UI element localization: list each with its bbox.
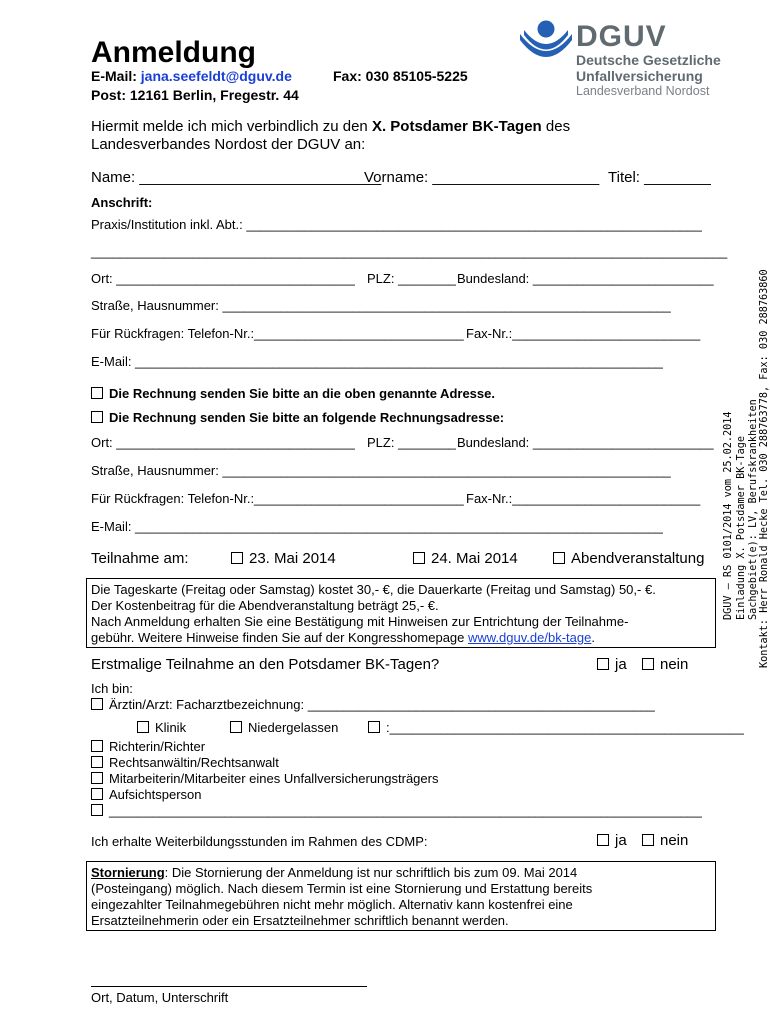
cancellation-line-3: eingezahlter Teilnahmegebühren nicht mehr möglich. Alternativ kann kostenfrei eine xyxy=(91,897,573,912)
doctor-other-label: :_________________________________________________ xyxy=(386,720,744,735)
free-entry-line: __________________________________________________________________________________ xyxy=(109,803,702,818)
address-blank-line[interactable]: ________________________________________________________________________________________ xyxy=(91,244,728,259)
cdmp-question: Ich erhalte Weiterbildungsstunden im Rahmen des CDMP: xyxy=(91,834,428,849)
checkbox-icon[interactable] xyxy=(91,387,103,399)
intro-text-end: des xyxy=(541,118,571,135)
congress-homepage-link[interactable]: www.dguv.de/bk-tage xyxy=(468,630,592,645)
ort-field[interactable]: Ort: _________________________________ xyxy=(91,271,355,286)
logo-line-3: Landesverband Nordost xyxy=(576,84,710,98)
yes-label: ja xyxy=(615,656,627,673)
contact-post: Post: 12161 Berlin, Fregestr. 44 xyxy=(91,87,299,103)
profession-intro: Ich bin: xyxy=(91,681,133,696)
profession-free[interactable] xyxy=(91,803,702,818)
fees-line-4-text: gebühr. Weitere Hinweise finden Sie auf der Kongresshomepage xyxy=(91,630,468,645)
invoice-ort-field[interactable]: Ort: _________________________________ xyxy=(91,435,355,450)
invoice-telefon-field[interactable]: Für Rückfragen: Telefon-Nr.:_____________________________ xyxy=(91,491,464,506)
checkbox-icon[interactable] xyxy=(91,804,103,816)
profession-judge[interactable] xyxy=(91,739,205,754)
cancellation-line-1 xyxy=(91,865,577,880)
fees-line-4 xyxy=(91,630,595,645)
checkbox-icon[interactable] xyxy=(91,788,103,800)
event-name: X. Potsdamer BK-Tagen xyxy=(371,118,542,135)
doctor-other[interactable] xyxy=(368,720,744,735)
contact-fax: Fax: 030 85105-5225 xyxy=(333,68,468,84)
doctor-label: Ärztin/Arzt: Facharztbezeichnung: ________________________________________________ xyxy=(109,697,655,712)
lawyer-label: Rechtsanwältin/Rechtsanwalt xyxy=(109,755,279,770)
invoice-fax-field[interactable]: Fax-Nr.:__________________________ xyxy=(466,491,701,506)
cancellation-label: Stornierung xyxy=(91,865,165,880)
checkbox-icon[interactable] xyxy=(368,721,380,733)
email-label: E-Mail: xyxy=(91,68,137,84)
profession-insurer[interactable] xyxy=(91,771,438,786)
bundesland-field[interactable]: Bundesland: _________________________ xyxy=(457,271,714,286)
first-time-yes[interactable] xyxy=(597,656,627,673)
vorname-field[interactable]: Vorname: ____________________ xyxy=(364,169,600,186)
cdmp-no[interactable] xyxy=(642,832,688,849)
checkbox-icon[interactable] xyxy=(413,552,425,564)
checkbox-icon[interactable] xyxy=(642,658,654,670)
fees-line-1: Die Tageskarte (Freitag oder Samstag) kostet 30,- €, die Dauerkarte (Freitag und Samstag) 50,- €. xyxy=(91,582,656,597)
klinik-label: Klinik xyxy=(155,720,187,735)
side-line-2: Einladung X. Potsdamer BK-Tage xyxy=(735,435,747,620)
niedergelassen-label: Niedergelassen xyxy=(248,720,339,735)
dguv-emblem-icon xyxy=(518,18,574,62)
logo-line-1: Deutsche Gesetzliche xyxy=(576,52,721,68)
profession-doctor[interactable] xyxy=(91,697,655,712)
checkbox-icon[interactable] xyxy=(642,834,654,846)
profession-supervisor[interactable] xyxy=(91,787,202,802)
side-line-3: Sachgebiet(e): LV, Berufskrankheiten xyxy=(748,399,759,620)
logo-brand: DGUV xyxy=(576,20,667,53)
side-text-block xyxy=(723,399,761,620)
name-field[interactable]: Name: _____________________________ xyxy=(91,169,382,186)
judge-label: Richterin/Richter xyxy=(109,739,206,754)
contact-email[interactable]: jana.seefeldt@dguv.de xyxy=(140,68,292,84)
checkbox-icon[interactable] xyxy=(91,411,103,423)
signature-line[interactable] xyxy=(91,986,367,987)
contact-email-line xyxy=(91,68,292,84)
checkbox-icon[interactable] xyxy=(91,756,103,768)
participation-evening[interactable] xyxy=(553,550,704,567)
invoice-option-2-label: Die Rechnung senden Sie bitte an folgende Rechnungsadresse: xyxy=(109,410,505,425)
side-contact: Kontakt: Herr Ronald Hecke Tel. 030 288763778, Fax: 030 288763860 xyxy=(759,269,770,668)
invoice-plz-field[interactable]: PLZ: ________ xyxy=(367,435,456,450)
fees-line-2: Der Kostenbeitrag für die Abendveranstaltung beträgt 25,- €. xyxy=(91,598,439,613)
cancellation-line-4: Ersatzteilnehmerin oder ein Ersatzteilnehmer schriftlich benannt werden. xyxy=(91,913,509,928)
checkbox-icon[interactable] xyxy=(597,658,609,670)
cancellation-text-1: : Die Stornierung der Anmeldung ist nur schriftlich bis zum 09. Mai 2014 xyxy=(164,865,578,880)
day-2-label: 24. Mai 2014 xyxy=(431,550,518,567)
telefon-field[interactable]: Für Rückfragen: Telefon-Nr.:_____________________________ xyxy=(91,326,464,341)
praxis-field[interactable]: Praxis/Institution inkl. Abt.: _______________________________________________________________ xyxy=(91,217,702,232)
no-label: nein xyxy=(660,832,689,849)
invoice-email-field[interactable]: E-Mail: _________________________________________________________________________ xyxy=(91,519,663,534)
dguv-logo xyxy=(516,14,726,104)
titel-field[interactable]: Titel: ________ xyxy=(608,169,711,186)
participation-label: Teilnahme am: xyxy=(91,550,189,567)
first-time-no[interactable] xyxy=(642,656,688,673)
signature-label: Ort, Datum, Unterschrift xyxy=(91,990,229,1005)
cancellation-line-2: (Posteingang) möglich. Nach diesem Termin ist eine Stornierung und Erstattung bereits xyxy=(91,881,593,896)
yes-label: ja xyxy=(615,832,627,849)
checkbox-icon[interactable] xyxy=(230,721,242,733)
insurer-label: Mitarbeiterin/Mitarbeiter eines Unfallversicherungsträgers xyxy=(109,771,439,786)
doctor-niedergelassen[interactable] xyxy=(230,720,338,735)
invoice-strasse-field[interactable]: Straße, Hausnummer: ______________________________________________________________ xyxy=(91,463,671,478)
invoice-option-same-address[interactable] xyxy=(91,386,495,401)
checkbox-icon[interactable] xyxy=(91,740,103,752)
checkbox-icon[interactable] xyxy=(231,552,243,564)
intro-line-1 xyxy=(91,118,570,135)
side-line-1: DGUV – RS 0101/2014 vom 25.02.2014 xyxy=(723,411,734,620)
supervisor-label: Aufsichtsperson xyxy=(109,787,202,802)
intro-line-2: Landesverbandes Nordost der DGUV an: xyxy=(91,136,366,153)
checkbox-icon[interactable] xyxy=(553,552,565,564)
invoice-bundesland-field[interactable]: Bundesland: _________________________ xyxy=(457,435,714,450)
logo-line-2: Unfallversicherung xyxy=(576,68,703,84)
checkbox-icon[interactable] xyxy=(91,772,103,784)
checkbox-icon[interactable] xyxy=(91,698,103,710)
invoice-option-other-address[interactable] xyxy=(91,410,504,425)
profession-lawyer[interactable] xyxy=(91,755,279,770)
participation-day-2[interactable] xyxy=(413,550,518,567)
no-label: nein xyxy=(660,656,689,673)
doctor-klinik[interactable] xyxy=(137,720,186,735)
first-time-question: Erstmalige Teilnahme an den Potsdamer BK-Tagen? xyxy=(91,656,440,673)
fees-line-3: Nach Anmeldung erhalten Sie eine Bestätigung mit Hinweisen zur Entrichtung der Teilnahme- xyxy=(91,614,629,629)
participation-day-1[interactable] xyxy=(231,550,336,567)
checkbox-icon[interactable] xyxy=(137,721,149,733)
cdmp-yes[interactable] xyxy=(597,832,627,849)
invoice-option-1-label: Die Rechnung senden Sie bitte an die oben genannte Adresse. xyxy=(109,386,495,401)
page-title: Anmeldung xyxy=(91,36,256,69)
evening-label: Abendveranstaltung xyxy=(571,550,705,567)
day-1-label: 23. Mai 2014 xyxy=(249,550,336,567)
fax-field[interactable]: Fax-Nr.:__________________________ xyxy=(466,326,701,341)
fees-line-4-end: . xyxy=(591,630,595,645)
email-field[interactable]: E-Mail: _________________________________________________________________________ xyxy=(91,354,663,369)
checkbox-icon[interactable] xyxy=(597,834,609,846)
plz-field[interactable]: PLZ: ________ xyxy=(367,271,456,286)
anschrift-heading: Anschrift: xyxy=(91,195,153,210)
intro-text: Hiermit melde ich mich verbindlich zu den xyxy=(91,118,372,135)
strasse-field[interactable]: Straße, Hausnummer: ______________________________________________________________ xyxy=(91,298,671,313)
